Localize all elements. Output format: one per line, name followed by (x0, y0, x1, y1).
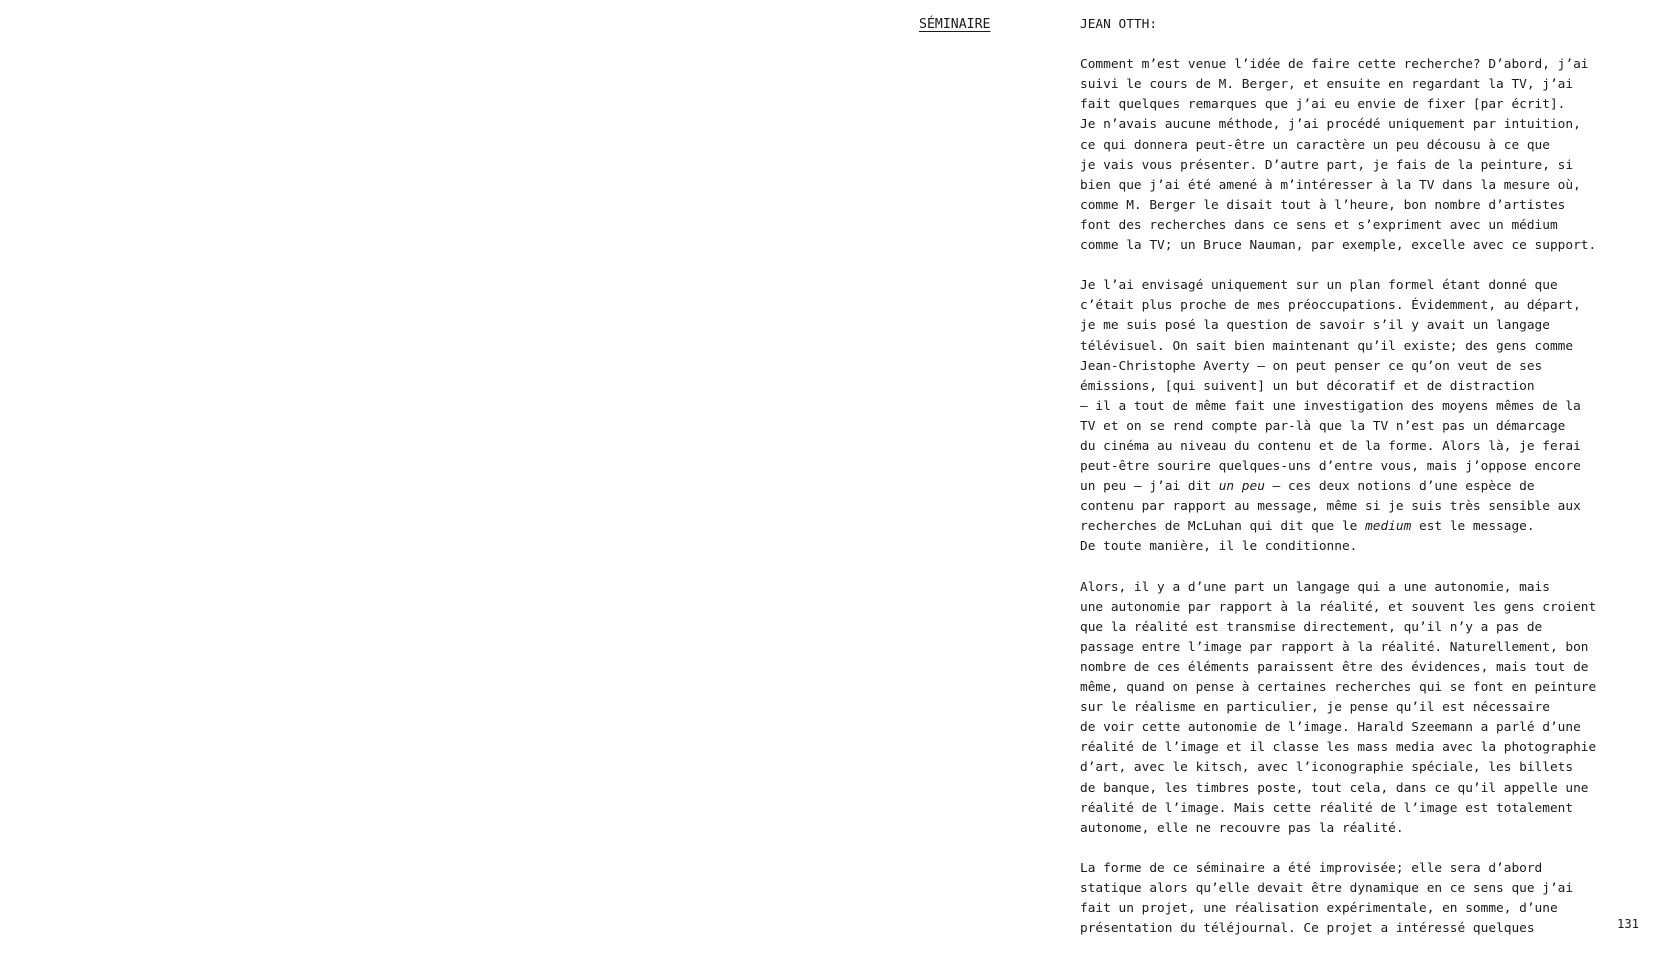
page-number: 131 (1617, 917, 1640, 931)
text-line: comme la TV; un Bruce Nauman, par exemple, excelle avec ce support. (1080, 238, 1597, 254)
text-line: nombre de ces éléments paraissent être des évidences, mais tout de (1080, 660, 1589, 675)
text-line: je vais vous présenter. D’autre part, je fais de la peinture, si (1080, 157, 1574, 173)
text-line: Jean-Christophe Averty – on peut penser ce qu’on veut de ses (1080, 358, 1543, 374)
paragraph (1080, 55, 1640, 256)
text-line: peut-être sourire quelques-uns d’entre vous, mais j’oppose encore (1080, 459, 1581, 475)
text-line: de banque, les timbres poste, tout cela, dans ce qu’il appelle une (1080, 780, 1589, 796)
section-label: SÉMINAIRE (919, 17, 991, 32)
text-line: même, quand on pense à certaines recherches qui se font en peinture (1080, 680, 1597, 696)
text-line: réalité de l’image et il classe les mass media avec la photographie (1080, 740, 1597, 756)
text-segment: est le message. (1411, 519, 1535, 535)
text-line: télévisuel. On sait bien maintenant qu’il existe; des gens comme (1080, 338, 1574, 354)
paragraph (1080, 276, 1640, 557)
text-line: d’art, avec le kitsch, avec l’iconographie spéciale, les billets (1080, 760, 1574, 776)
text-line: c’était plus proche de mes préoccupations. Évidemment, au départ, (1080, 298, 1581, 314)
text-line: Alors, il y a d’une part un langage qui a une autonomie, mais (1080, 579, 1550, 595)
text-line: Je l’ai envisagé uniquement sur un plan formel étant donné que (1080, 278, 1558, 294)
text-line: TV et on se rend compte par-là que la TV n’est pas un démarcage (1080, 418, 1566, 434)
text-line: sur le réalisme en particulier, je pense qu’il est nécessaire (1080, 700, 1550, 716)
text-line: De toute manière, il le conditionne. (1080, 539, 1358, 555)
text-line: passage entre l’image par rapport à la réalité. Naturellement, bon (1080, 639, 1589, 655)
text-line: font des recherches dans ce sens et s’expriment avec un médium (1080, 217, 1558, 233)
text-line: contenu par rapport au message, même si je suis très sensible aux (1080, 499, 1581, 515)
text-line: présentation du téléjournal. Ce projet a intéressé quelques (1080, 921, 1535, 937)
text-line: La forme de ce séminaire a été improvisée; elle sera d’abord (1080, 860, 1543, 876)
text-line: ce qui donnera peut-être un caractère un peu décousu à ce que (1080, 137, 1550, 153)
text-line: Je n’avais aucune méthode, j’ai procédé uniquement par intuition, (1080, 117, 1581, 133)
text-line: suivi le cours de M. Berger, et ensuite en regardant la TV, j’ai (1080, 77, 1574, 93)
text-line: – il a tout de même fait une investigation des moyens mêmes de la (1080, 398, 1581, 414)
paragraph (1080, 859, 1640, 939)
text-line: statique alors qu’elle devait être dynamique en ce sens que j’ai (1080, 881, 1574, 897)
text-line: émissions, [qui suivent] un but décoratif et de distraction (1080, 378, 1535, 394)
text-line: du cinéma au niveau du contenu et de la forme. Alors là, je ferai (1080, 438, 1581, 454)
text-segment: un peu – j’ai dit (1080, 479, 1219, 495)
text-line: Comment m’est venue l’idée de faire cette recherche? D’abord, j’ai (1080, 57, 1589, 73)
italic-emphasis: un peu (1218, 479, 1265, 495)
text-segment: – ces deux notions d’une espèce de (1264, 479, 1535, 495)
speaker-name: JEAN OTTH: (1080, 17, 1158, 32)
text-line: de voir cette autonomie de l’image. Harald Szeemann a parlé d’une (1080, 720, 1581, 736)
text-line: je me suis posé la question de savoir s’il y avait un langage (1080, 318, 1550, 334)
text-column (1080, 15, 1640, 959)
text-line (1080, 517, 1640, 537)
text-line: fait un projet, une réalisation expérimentale, en somme, d’une (1080, 901, 1558, 917)
italic-emphasis: medium (1365, 519, 1412, 535)
text-line: bien que j’ai été amené à m’intéresser à la TV dans la mesure où, (1080, 177, 1581, 193)
text-line: autonome, elle ne recouvre pas la réalité. (1080, 820, 1404, 836)
text-line: que la réalité est transmise directement, qu’il n’y a pas de (1080, 619, 1543, 635)
text-line: fait quelques remarques que j’ai eu envie de fixer [par écrit]. (1080, 97, 1566, 113)
text-line (1080, 477, 1640, 497)
text-line: une autonomie par rapport à la réalité, et souvent les gens croient (1080, 599, 1597, 615)
paragraph (1080, 578, 1640, 839)
text-line: réalité de l’image. Mais cette réalité de l’image est totalement (1080, 800, 1574, 816)
text-segment: recherches de McLuhan qui dit que le (1080, 519, 1366, 535)
text-line: comme M. Berger le disait tout à l’heure, bon nombre d’artistes (1080, 197, 1566, 213)
